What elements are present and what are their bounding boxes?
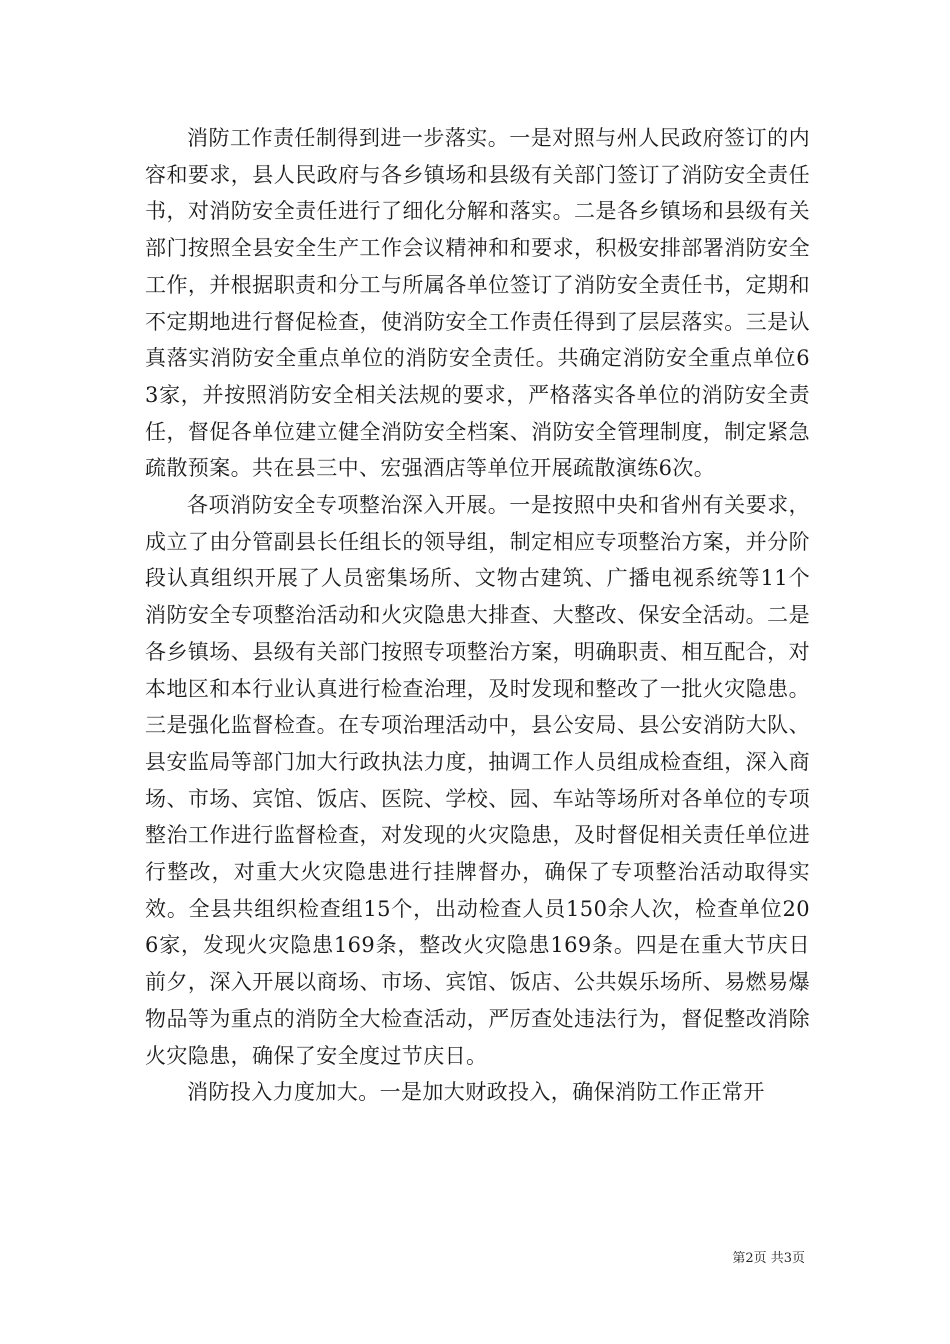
document-body	[145, 120, 810, 1111]
page-number-footer: 第2页 共3页	[732, 1251, 805, 1266]
paragraph-special-rectification: 各项消防安全专项整治深入开展。一是按照中央和省州有关要求，成立了由分管副县长任组长的领导组，制定相应专项整治方案，并分阶段认真组织开展了人员密集场所、文物古建筑、广播电视系统等11个消防安全专项整治活动和火灾隐患大排查、大整改、保安全活动。二是各乡镇场、县级有关部门按照专项整治方案，明确职责、相互配合，对本地区和本行业认真进行检查治理，及时发现和整改了一批火灾隐患。三是强化监督检查。在专项治理活动中，县公安局、县公安消防大队、县安监局等部门加大行政执法力度，抽调工作人员组成检查组，深入商场、市场、宾馆、饭店、医院、学校、园、车站等场所对各单位的专项整治工作进行监督检查，对发现的火灾隐患，及时督促相关责任单位进行整改，对重大火灾隐患进行挂牌督办，确保了专项整治活动取得实效。全县共组织检查组15个，出动检查人员150余人次，检查单位206家，发现火灾隐患169条，整改火灾隐患169条。四是在重大节庆日前夕，深入开展以商场、市场、宾馆、饭店、公共娱乐场所、易燃易爆物品等为重点的消防全大检查活动，严厉查处违法行为，督促整改消除火灾隐患，确保了安全度过节庆日。	[145, 493, 810, 1068]
paragraph-responsibility: 消防工作责任制得到进一步落实。一是对照与州人民政府签订的内容和要求，县人民政府与各乡镇场和县级有关部门签订了消防安全责任书，对消防安全责任进行了细化分解和落实。二是各乡镇场和县级有关部门按照全县安全生产工作会议精神和和要求，积极安排部署消防安全工作，并根据职责和分工与所属各单位签订了消防安全责任书，定期和不定期地进行督促检查，使消防安全工作责任得到了层层落实。三是认真落实消防安全重点单位的消防安全责任。共确定消防安全重点单位63家，并按照消防安全相关法规的要求，严格落实各单位的消防安全责任，督促各单位建立健全消防安全档案、消防安全管理制度，制定紧急疏散预案。共在县三中、宏强酒店等单位开展疏散演练6次。	[145, 126, 810, 481]
paragraph-investment: 消防投入力度加大。一是加大财政投入，确保消防工作正常开	[187, 1080, 765, 1105]
